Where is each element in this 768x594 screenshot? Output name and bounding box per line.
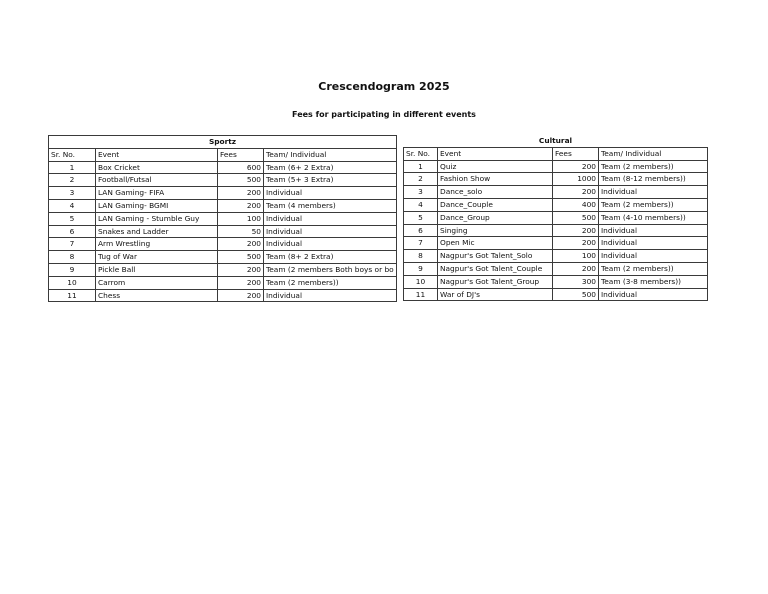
- cell-fees: 100: [553, 250, 599, 263]
- cell-event: Dance_solo: [438, 186, 553, 199]
- table-row: [404, 186, 708, 199]
- cell-sr-no: 8: [404, 250, 438, 263]
- cell-fees: 300: [553, 275, 599, 288]
- cell-sr-no: 1: [49, 161, 96, 174]
- cell-team-individual: Individual: [264, 187, 397, 200]
- cell-team-individual: Team (8-12 members)): [599, 173, 708, 186]
- cell-fees: 500: [218, 251, 264, 264]
- cell-team-individual: Team (2 members)): [599, 160, 708, 173]
- cell-team-individual: Individual: [264, 238, 397, 251]
- cell-sr-no: 6: [49, 225, 96, 238]
- cell-team-individual: Team (2 members Both boys or bo: [264, 263, 397, 276]
- cell-fees: 200: [218, 276, 264, 289]
- cell-event: LAN Gaming- BGMI: [96, 199, 218, 212]
- cell-fees: 200: [553, 237, 599, 250]
- cell-event: Fashion Show: [438, 173, 553, 186]
- cell-team-individual: Team (4-10 members)): [599, 211, 708, 224]
- table-row: [404, 211, 708, 224]
- cell-fees: 50: [218, 225, 264, 238]
- table-row: [49, 289, 397, 302]
- table-row: [49, 251, 397, 264]
- table-row: [404, 262, 708, 275]
- table-row: [404, 275, 708, 288]
- table-row: [49, 161, 397, 174]
- cell-team-individual: Individual: [599, 224, 708, 237]
- cell-sr-no: 10: [49, 276, 96, 289]
- cell-sr-no: 2: [49, 174, 96, 187]
- column-header-event: Event: [438, 147, 553, 160]
- table-row: [49, 276, 397, 289]
- table-row: [49, 199, 397, 212]
- cell-team-individual: Individual: [599, 186, 708, 199]
- cell-team-individual: Team (6+ 2 Extra): [264, 161, 397, 174]
- cell-team-individual: Individual: [599, 288, 708, 301]
- table-row: [404, 160, 708, 173]
- cell-fees: 100: [218, 212, 264, 225]
- cell-sr-no: 7: [404, 237, 438, 250]
- sportz-heading: Sportz: [49, 136, 397, 149]
- table-header-row: [404, 147, 708, 160]
- cell-team-individual: Team (2 members)): [599, 198, 708, 211]
- cell-fees: 200: [218, 187, 264, 200]
- cell-fees: 200: [218, 289, 264, 302]
- cell-sr-no: 3: [49, 187, 96, 200]
- cell-fees: 1000: [553, 173, 599, 186]
- table-row: [404, 173, 708, 186]
- cell-fees: 200: [553, 186, 599, 199]
- table-row: [49, 263, 397, 276]
- table-row: [404, 250, 708, 263]
- cell-event: Nagpur's Got Talent_Group: [438, 275, 553, 288]
- cell-fees: 200: [218, 199, 264, 212]
- cultural-fees-table: [403, 135, 708, 301]
- column-header-fees: Fees: [218, 148, 264, 161]
- document-subtitle: Fees for participating in different events: [292, 110, 476, 119]
- column-header-team-individual: Team/ Individual: [264, 148, 397, 161]
- table-header-row: [49, 148, 397, 161]
- cell-team-individual: Team (8+ 2 Extra): [264, 251, 397, 264]
- sportz-table-body: [49, 161, 397, 302]
- cell-sr-no: 7: [49, 238, 96, 251]
- cell-sr-no: 10: [404, 275, 438, 288]
- cell-event: LAN Gaming - Stumble Guy: [96, 212, 218, 225]
- column-header-event: Event: [96, 148, 218, 161]
- cell-sr-no: 4: [404, 198, 438, 211]
- cell-event: Football/Futsal: [96, 174, 218, 187]
- cell-event: Carrom: [96, 276, 218, 289]
- cell-event: Pickle Ball: [96, 263, 218, 276]
- cell-event: Nagpur's Got Talent_Solo: [438, 250, 553, 263]
- document-title: Crescendogram 2025: [318, 80, 450, 93]
- cell-fees: 500: [553, 211, 599, 224]
- cell-fees: 200: [553, 224, 599, 237]
- cell-team-individual: Team (4 members): [264, 199, 397, 212]
- cell-team-individual: Individual: [264, 225, 397, 238]
- cultural-heading: Cultural: [404, 135, 708, 147]
- cell-fees: 600: [218, 161, 264, 174]
- cell-sr-no: 1: [404, 160, 438, 173]
- cell-sr-no: 9: [49, 263, 96, 276]
- cell-event: Nagpur's Got Talent_Couple: [438, 262, 553, 275]
- cell-event: Box Cricket: [96, 161, 218, 174]
- cell-team-individual: Individual: [599, 237, 708, 250]
- table-row: [49, 174, 397, 187]
- cell-event: Snakes and Ladder: [96, 225, 218, 238]
- cell-fees: 400: [553, 198, 599, 211]
- cell-team-individual: Team (2 members)): [264, 276, 397, 289]
- cell-fees: 200: [218, 238, 264, 251]
- table-row: [404, 198, 708, 211]
- table-row: [49, 212, 397, 225]
- cell-fees: 200: [218, 263, 264, 276]
- cell-fees: 500: [553, 288, 599, 301]
- sportz-fees-table: [48, 135, 397, 302]
- table-row: [404, 288, 708, 301]
- table-row: [49, 187, 397, 200]
- cell-event: War of DJ's: [438, 288, 553, 301]
- cell-event: Tug of War: [96, 251, 218, 264]
- column-header-sr-no: Sr. No.: [404, 147, 438, 160]
- cell-team-individual: Team (2 members)): [599, 262, 708, 275]
- cell-fees: 200: [553, 262, 599, 275]
- table-row: [49, 238, 397, 251]
- cell-sr-no: 2: [404, 173, 438, 186]
- cell-team-individual: Team (3-8 members)): [599, 275, 708, 288]
- cell-team-individual: Team (5+ 3 Extra): [264, 174, 397, 187]
- cell-event: Open Mic: [438, 237, 553, 250]
- cell-event: Singing: [438, 224, 553, 237]
- column-header-team-individual: Team/ Individual: [599, 147, 708, 160]
- cell-event: Quiz: [438, 160, 553, 173]
- cell-event: Chess: [96, 289, 218, 302]
- cell-event: Dance_Group: [438, 211, 553, 224]
- cell-sr-no: 3: [404, 186, 438, 199]
- cell-sr-no: 11: [49, 289, 96, 302]
- column-header-fees: Fees: [553, 147, 599, 160]
- cell-team-individual: Individual: [599, 250, 708, 263]
- cell-event: LAN Gaming- FIFA: [96, 187, 218, 200]
- cultural-table-body: [404, 160, 708, 301]
- cell-event: Dance_Couple: [438, 198, 553, 211]
- cell-sr-no: 5: [404, 211, 438, 224]
- cell-team-individual: Individual: [264, 289, 397, 302]
- table-row: [49, 225, 397, 238]
- column-header-sr-no: Sr. No.: [49, 148, 96, 161]
- cell-sr-no: 9: [404, 262, 438, 275]
- cell-team-individual: Individual: [264, 212, 397, 225]
- cell-sr-no: 4: [49, 199, 96, 212]
- cell-sr-no: 8: [49, 251, 96, 264]
- cell-fees: 500: [218, 174, 264, 187]
- table-row: [404, 224, 708, 237]
- cell-fees: 200: [553, 160, 599, 173]
- cell-event: Arm Wrestling: [96, 238, 218, 251]
- cell-sr-no: 5: [49, 212, 96, 225]
- cell-sr-no: 6: [404, 224, 438, 237]
- cell-sr-no: 11: [404, 288, 438, 301]
- table-row: [404, 237, 708, 250]
